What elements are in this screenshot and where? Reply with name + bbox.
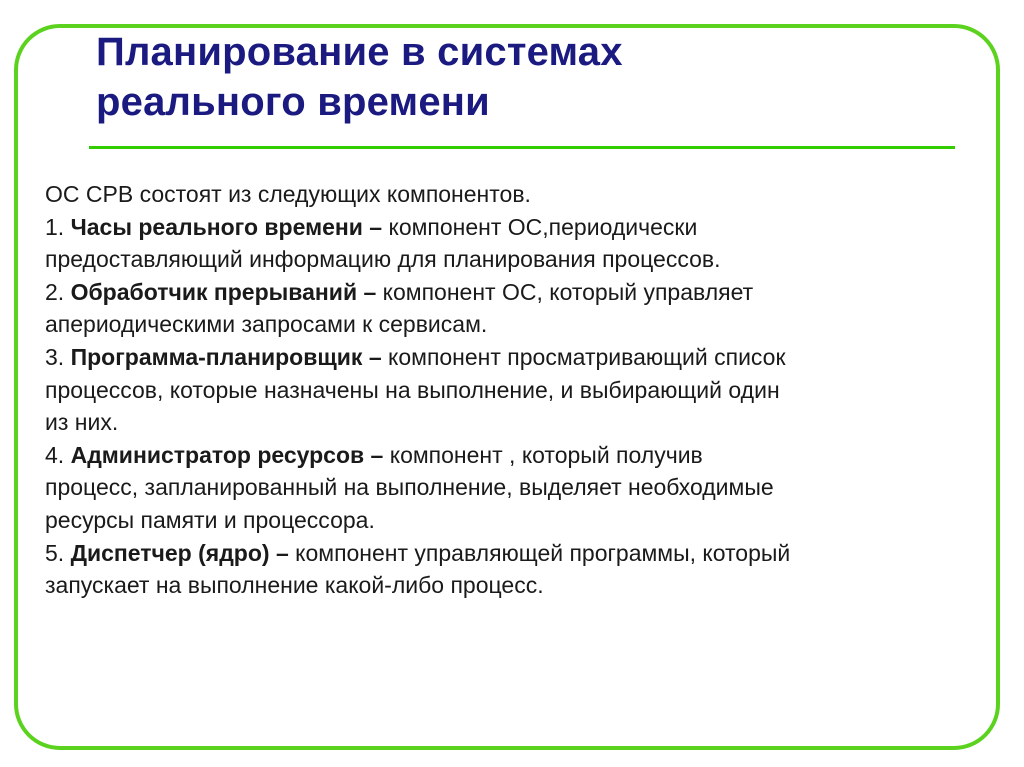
item-description-continuation: запускает на выполнение какой-либо процесс. xyxy=(45,572,544,599)
item-dash: – xyxy=(269,539,296,566)
slide-title xyxy=(96,27,623,127)
item-dash: – xyxy=(362,213,389,240)
item-term: Часы реального времени xyxy=(70,213,363,240)
item-description: компонент ОС, который управляет xyxy=(382,278,754,305)
slide-title-line-2: реального времени xyxy=(96,80,490,124)
item-term: Обработчик прерываний xyxy=(70,278,358,305)
component-item-3 xyxy=(45,341,990,439)
item-number: 4. xyxy=(45,441,71,468)
item-description-continuation: процессов, которые назначены на выполнение, и выбирающий один xyxy=(45,376,780,403)
item-description: компонент управляющей программы, который xyxy=(295,539,791,566)
component-item-1 xyxy=(45,211,990,276)
component-item-4 xyxy=(45,439,990,537)
component-item-5 xyxy=(45,537,990,602)
slide-body xyxy=(45,178,990,602)
item-number: 5. xyxy=(45,539,71,566)
item-description-continuation: процесс, запланированный на выполнение, выделяет необходимые xyxy=(45,474,774,501)
item-number: 3. xyxy=(45,343,71,370)
item-number: 1. xyxy=(45,213,71,240)
item-term: Диспетчер (ядро) xyxy=(70,539,270,566)
item-dash: – xyxy=(364,441,390,468)
item-description-continuation: из них. xyxy=(45,409,119,436)
item-description-continuation: ресурсы памяти и процессора. xyxy=(45,506,375,533)
item-number: 2. xyxy=(45,278,71,305)
item-description-continuation: предоставляющий информацию для планирования процессов. xyxy=(45,246,721,273)
item-description-continuation: апериодическими запросами к сервисам. xyxy=(45,311,488,338)
item-term: Администратор ресурсов xyxy=(70,441,365,468)
component-item-2 xyxy=(45,276,990,341)
item-description: компонент ОС,периодически xyxy=(388,213,698,240)
item-dash: – xyxy=(357,278,383,305)
title-underline xyxy=(89,146,955,149)
item-description: компонент просматривающий список xyxy=(388,343,786,370)
item-description: компонент , который получив xyxy=(389,441,703,468)
item-term: Программа-планировщик xyxy=(70,343,363,370)
intro-text: ОС СРВ состоят из следующих компонентов. xyxy=(45,181,531,207)
slide-title-line-1: Планирование в системах xyxy=(96,30,623,74)
item-dash: – xyxy=(362,343,389,370)
